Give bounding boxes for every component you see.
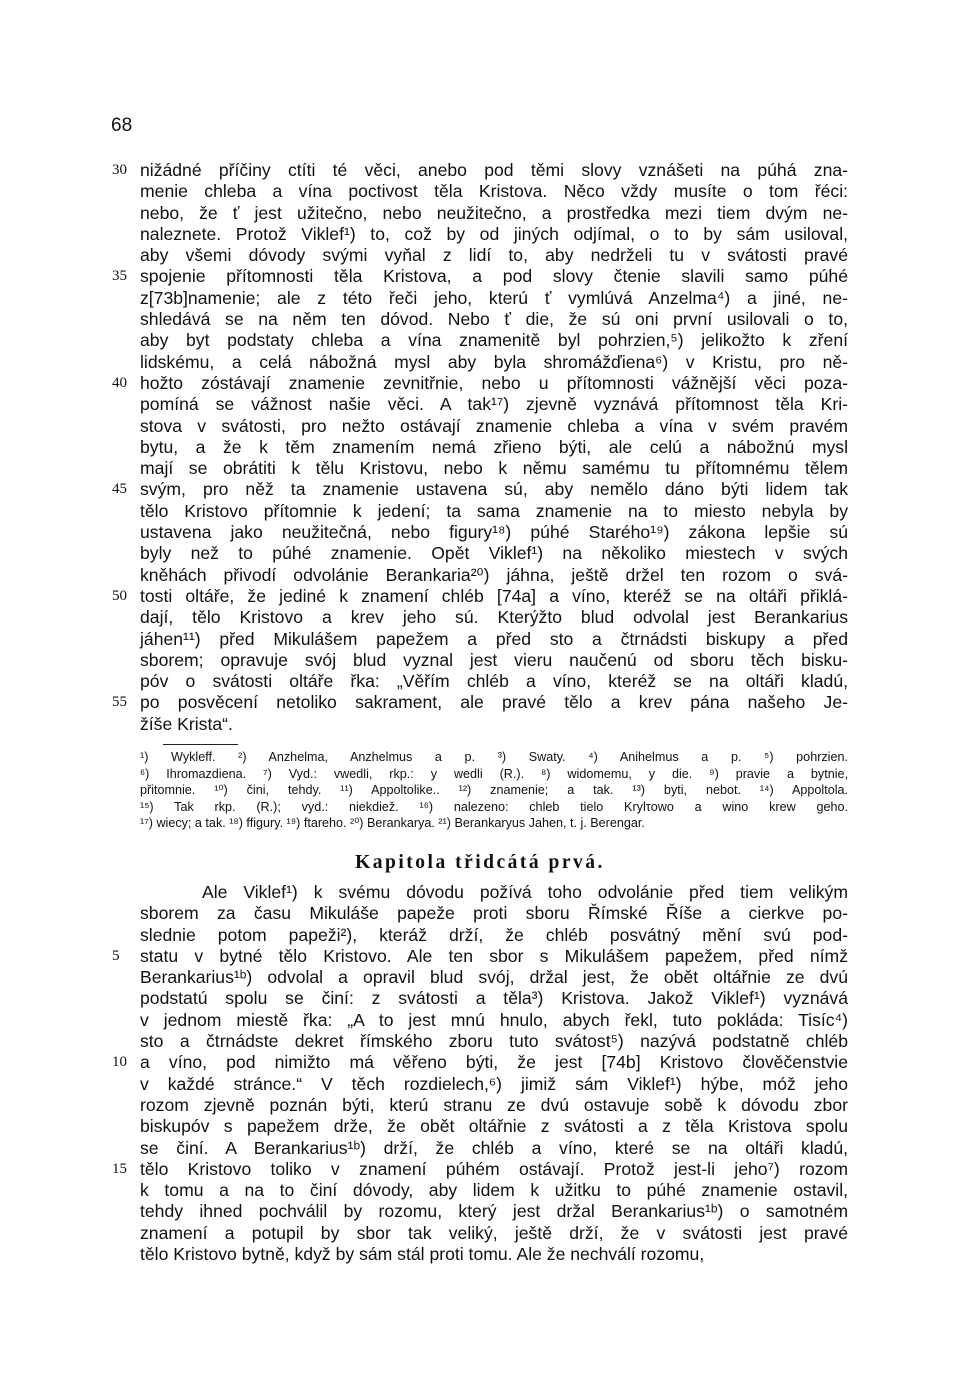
footnotes [140,749,848,832]
text-line [112,1095,848,1116]
line-number: 45 [112,481,127,498]
line-text: jáhen¹¹) před Mikulášem papežem a před sto a čtrnádsti biskupy a před [140,628,848,649]
line-text: kněhách přivodí odvolánie Berankaria²⁰) jáhna, ještě držel ten rozom o svá- [140,564,848,585]
line-text: stova v svátosti, pro nežto ostávají znamenie chleba a vína v svém pravém [140,415,848,436]
line-text: aby všemi dóvody svými vyňal z lidí to, aby nedrželi tu v svátosti pravé [140,245,848,266]
text-line [112,309,848,330]
footnote-line: ⁶) Ihromazdiena. ⁷) Vyd.: vwedli, rkp.: y wedli (R.). ⁸) widomemu, y die. ⁹) pravie a bytnie, [140,766,848,781]
line-text: znamení a potupil by sbor tak veliký, ještě drží, že v svátosti jest pravé [140,1222,848,1243]
footnote-rule [163,744,238,745]
text-line [112,946,848,967]
text-line [112,1138,848,1159]
text-line [112,692,848,713]
text-line [112,967,848,988]
text-line [112,288,848,309]
line-text: nižádné příčiny ctíti té věci, anebo pod těmi slovy vznášeti na púhá zna- [140,160,848,180]
line-text: slednie potom papeži²), kteráž drží, že chléb posvátný mění svú pod- [140,924,848,945]
footnote-line: přitomnie. ¹⁰) čini, tehdy. ¹¹) Appoltolike.. ¹²) znamenie; a tak. ¹³) byti, nebot. ¹⁴) Appoltola. [140,783,848,798]
text-line [112,671,848,692]
line-text: lidskému, a celá nábožná mysl aby byla shromážďiena⁶) v Kristu, pro ně- [140,351,848,372]
line-text: žíše Krista“. [140,713,233,734]
text-line [112,714,848,735]
line-number: 15 [112,1160,127,1177]
text-line [112,458,848,479]
line-text: sborem; opravuje svój blud vyznal jest vieru naučenú od sboru těch bisku- [140,649,848,670]
line-text: ustavena jako neužitečná, nebo figury¹⁸) púhé Starého¹⁹) zákona lepšie sú [140,522,848,543]
line-text: biskupóv s papežem drže, že obět oltářnie z svátosti a z těla Kristova spolu [140,1116,848,1137]
line-text: spojenie přítomnosti těla Kristova, a pod slovy čtenie slavili samo púhé [140,266,848,287]
text-line [112,629,848,650]
line-text: v každé stránce.“ V těch rozdielech,⁶) jimiž sám Viklef¹) hýbe, móž jeho [140,1073,848,1094]
text-line [112,479,848,500]
text-line [112,543,848,564]
line-text: sto a čtrnádste dekret římského zboru tuto svátost⁵) nazývá podstatně chléb [140,1031,848,1052]
line-number: 50 [112,587,127,604]
line-text: hožto zóstávají znamenie zevnitřnie, nebo u přítomnosti vážnější věci poza- [140,372,848,393]
footnote-line: ¹⁷) wiecy; a tak. ¹⁸) ffigury. ¹⁹) ftareho. ²⁰) Berankarya. ²¹) Berankaryus Jahen, t. j. Berengar. [140,816,645,831]
footnote-line: ¹) Wykleff. ²) Anzhelma, Anzhelmus a p. ³) Swaty. ⁴) Anihelmus a p. ⁵) pohrzien. [140,750,848,764]
text-line [112,416,848,437]
line-text: podstatú spolu se činí: z svátosti a těla³) Kristova. Jakož Viklef¹) vyznává [140,988,848,1009]
chapter-text-block [112,882,848,1265]
line-text: dají, tělo Kristovo a krev jeho sú. Kterýžto blud odvolal jest Berankarius [140,607,848,628]
text-line [112,1074,848,1095]
line-text: nebo, že ť jest užitečno, nebo neužitečno, a prostředka mezi tiem dvým ne- [140,202,848,223]
line-text: pomíná se vážnost našie věci. A tak¹⁷) zjevně vyznává přítomnost těla Kri- [140,394,848,415]
text-line [112,882,848,903]
text-line [112,203,848,224]
line-text: a víno, pod nimižto má věřeno býti, že jest [74b] Kristovo člověčenstvie [140,1052,848,1073]
text-line [112,988,848,1009]
line-number: 40 [112,374,127,391]
line-text: bytu, a že k těm znamením nemá zřieno býti, ale celú a nábožnú mysl [140,436,848,457]
line-number: 30 [112,162,127,178]
text-line [112,1010,848,1031]
line-number: 55 [112,694,127,711]
text-line [112,330,848,351]
text-line [112,245,848,266]
line-text: tělo Kristovo přítomnie k jedení; ta sama znamenie na to miesto nebyla by [140,500,848,521]
text-line [112,1116,848,1137]
line-text: se činí. A Berankarius¹ᵇ) drží, že chléb a víno, které se na oltáři kladú, [140,1137,848,1158]
line-text: mají se obrátiti k tělu Kristovu, nebo k němu samému tu přítomnému tělem [140,458,848,479]
text-line [112,1159,848,1180]
line-text: tehdy ihned pochválil by rozomu, který jest držal Berankarius¹ᵇ) o samotném [140,1201,848,1222]
text-line [112,925,848,946]
text-line [112,224,848,245]
text-line [112,1180,848,1201]
line-text: po posvěcení netoliko sakrament, ale pravé tělo a krev pána našeho Je- [140,692,848,713]
line-text: aby byt podstaty chleba a vína znamenitě byl pohrzien,⁵) jelikožto k zření [140,330,848,351]
line-text: Ale Viklef¹) k svému dóvodu požívá toho odvolánie před tiem velikým [202,882,848,902]
text-line [112,650,848,671]
main-text-block [112,160,848,735]
line-text: Berankarius¹ᵇ) odvolal a opravil blud svój, držal jest, že obět oltářnie ze dvú [140,967,848,988]
text-line [112,352,848,373]
text-line [112,1223,848,1244]
text-line [112,586,848,607]
line-text: menie chleba a vína poctivost těla Kristova. Něco vždy musíte o tom řéci: [140,181,848,202]
line-text: tělo Kristovo toliko v znamení púhém ostávají. Protož jest-li jeho⁷) rozom [140,1158,848,1179]
line-text: póv o svátosti oltáře řka: „Věřím chléb a víno, kteréž se na oltáři kladú, [140,671,848,692]
line-text: shledává se na něm ten dóvod. Nebo ť die, že sú oni první usilovali o to, [140,309,848,330]
text-line [112,1244,848,1265]
line-text: svým, pro něž ta znamenie ustavena sú, aby nemělo dáno býti lidem tak [140,479,848,500]
line-text: byly než to púhé znamenie. Opět Viklef¹) na několiko miestech v svých [140,543,848,564]
text-line [112,903,848,924]
text-line [112,522,848,543]
text-line [112,1031,848,1052]
line-number: 35 [112,268,127,285]
footnote-line: ¹⁵) Tak rkp. (R.); vyd.: niekdiež. ¹⁶) nalezeno: chleb tielo Krylτowo a wino krew geho. [140,799,848,814]
line-text: v jednom miestě řka: „A to jest mnú hnulo, abych řekl, tuto pokláda: Tisíc⁴) [140,1009,848,1030]
text-line [112,160,848,181]
page-number: 68 [111,115,133,136]
line-text: sborem za času Mikuláše papeže proti sboru Římské Říše a cierkve po- [140,903,848,924]
line-text: naleznete. Protož Viklef¹) to, což by od jiných odjímal, o to by sám usiloval, [140,223,848,244]
text-line [112,181,848,202]
text-line [112,373,848,394]
text-line [112,266,848,287]
text-line [112,1201,848,1222]
text-line [112,1052,848,1073]
text-line [112,501,848,522]
chapter-title: Kapitola třidcátá prvá. [355,852,605,873]
text-line [112,394,848,415]
line-text: statu v bytné tělo Kristovo. Ale ten sbor s Mikulášem papežem, před nímž [140,945,848,966]
line-text: z[73b]namenie; ale z této řeči jeho, kterú ť vymlúvá Anzelma⁴) a jiné, ne- [140,287,848,308]
line-number: 5 [112,947,120,964]
line-text: rozom zjevně poznán býti, kterú stranu ze dvú ostavuje sobě k dóvodu zbor [140,1094,848,1115]
line-text: k tomu a na to činí dóvody, aby lidem k užitku to púhé znamenie ostavil, [140,1180,848,1201]
line-text: tosti oltáře, že jediné k znamení chléb [74a] a víno, kteréž se na oltáři přiklá- [140,585,848,606]
text-line [112,607,848,628]
line-number: 10 [112,1054,127,1071]
line-text: tělo Kristovo bytně, když by sám stál proti tomu. Ale že nechválí rozomu, [140,1244,705,1265]
text-line [112,565,848,586]
text-line [112,437,848,458]
